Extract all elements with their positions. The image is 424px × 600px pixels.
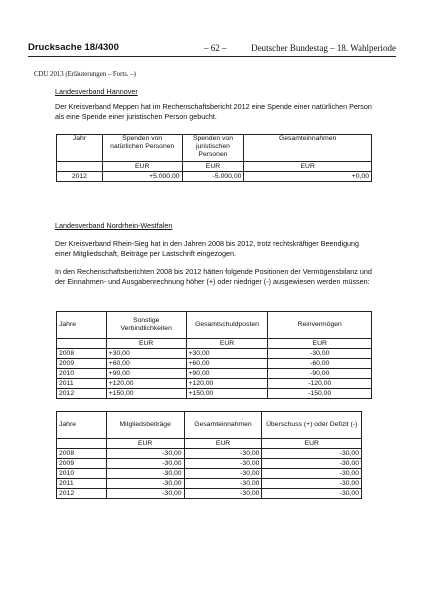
table-row: [57, 449, 362, 459]
hannover-table: [56, 134, 372, 182]
table-cell: 2012: [57, 172, 103, 182]
unit-row: [57, 439, 362, 449]
table-cell: -30,00: [262, 459, 362, 469]
table-cell: +60,00: [186, 359, 268, 369]
table-cell: +5.000,00: [102, 172, 182, 182]
table-cell: +30,00: [186, 349, 268, 359]
unit-cell: EUR: [102, 162, 182, 172]
unit-cell: EUR: [268, 339, 372, 349]
hannover-heading: Landesverband Hannover: [55, 87, 138, 96]
table-cell: -30,00: [106, 459, 184, 469]
table-cell: 2008: [57, 349, 107, 359]
table-header-row: [57, 412, 362, 439]
table-cell: -30,00: [106, 489, 184, 499]
table-cell: +120,00: [186, 379, 268, 389]
table-row: [57, 349, 372, 359]
table-cell: 2009: [57, 459, 107, 469]
unit-cell: EUR: [262, 439, 362, 449]
nrw-text-1: Der Kreisverband Rhein-Sieg hat in den Jahren 2008 bis 2012, trotz rechtskräftiger Beendigung einer Mitgliedschaft, Beiträge per Lastschrift eingezogen.: [55, 239, 360, 258]
table-cell: -5.000,00: [182, 172, 244, 182]
page-number: – 62 –: [204, 43, 227, 53]
table-cell: 2012: [57, 389, 107, 399]
table-cell: -30,00: [184, 459, 262, 469]
unit-cell: EUR: [244, 162, 372, 172]
table-cell: +120,00: [106, 379, 186, 389]
table-cell: +150,00: [106, 389, 186, 399]
unit-row: [57, 339, 372, 349]
table-cell: 2012: [57, 489, 107, 499]
table-cell: -150,00: [268, 389, 372, 399]
table-cell: 2011: [57, 479, 107, 489]
column-header: Jahr: [57, 135, 103, 162]
table-row: [57, 489, 362, 499]
table-cell: [57, 439, 107, 449]
table-row: [57, 369, 372, 379]
column-header: Überschuss (+) oder Defizit (-): [262, 412, 362, 439]
table-cell: -30,00: [262, 489, 362, 499]
table-cell: -60,00: [268, 359, 372, 369]
table-cell: -30,00: [184, 489, 262, 499]
table-cell: +150,00: [186, 389, 268, 399]
table-cell: +30,00: [106, 349, 186, 359]
unit-cell: EUR: [184, 439, 262, 449]
table-cell: -30,00: [184, 449, 262, 459]
table-row: [57, 359, 372, 369]
column-header: Gesamteinnahmen: [184, 412, 262, 439]
table-cell: 2008: [57, 449, 107, 459]
column-header: Gesamteinnahmen: [244, 135, 372, 162]
continuation-note: CDU 2013 (Erläuterungen – Forts. –): [34, 71, 136, 78]
table-cell: [57, 339, 107, 349]
page-header: [28, 42, 396, 56]
header-rule: [28, 56, 396, 57]
table-header-row: [57, 312, 372, 339]
table-cell: 2010: [57, 469, 107, 479]
column-header: Mitgliedsbeiträge: [106, 412, 184, 439]
publisher: Deutscher Bundestag – 18. Wahlperiode: [251, 43, 396, 53]
column-header: Spenden von natürlichen Personen: [102, 135, 182, 162]
table-row: [57, 379, 372, 389]
table-cell: -30,00: [106, 469, 184, 479]
table-cell: 2010: [57, 369, 107, 379]
table-cell: [57, 162, 103, 172]
table-cell: -30,00: [106, 479, 184, 489]
table-cell: -120,00: [268, 379, 372, 389]
column-header: Sonstige Verbindlichkeiten: [106, 312, 186, 339]
table-row: [57, 389, 372, 399]
doc-prefix: Drucksache 18/: [28, 42, 98, 53]
unit-row: [57, 162, 372, 172]
table-row: [57, 172, 372, 182]
table-cell: -30,00: [106, 449, 184, 459]
table-cell: -30,00: [262, 469, 362, 479]
column-header: Spenden von juristischen Personen: [182, 135, 244, 162]
table-cell: +90,00: [106, 369, 186, 379]
table-cell: -30,00: [262, 449, 362, 459]
table-cell: +90,00: [186, 369, 268, 379]
table-row: [57, 479, 362, 489]
nrw-heading: Landesverband Nordrhein-Westfalen: [55, 221, 173, 230]
table-row: [57, 459, 362, 469]
unit-cell: EUR: [106, 439, 184, 449]
table-cell: 2011: [57, 379, 107, 389]
nrw-table-2: [56, 411, 362, 499]
table-cell: -30,00: [184, 469, 262, 479]
unit-cell: EUR: [186, 339, 268, 349]
table-cell: +0,00: [244, 172, 372, 182]
column-header: Gesamtschuldposten: [186, 312, 268, 339]
table-cell: 2009: [57, 359, 107, 369]
column-header: Reinvermögen: [268, 312, 372, 339]
table-cell: +60,00: [106, 359, 186, 369]
unit-cell: EUR: [182, 162, 244, 172]
table-cell: -30,00: [184, 479, 262, 489]
doc-number: 4300: [97, 42, 119, 53]
table-cell: -90,00: [268, 369, 372, 379]
table-header-row: [57, 135, 372, 162]
nrw-text-2: In den Rechenschaftsberichten 2008 bis 2012 hätten folgende Positionen der Vermögensbilanz und der Einnahmen- und Ausgabenrechnung höher (+) oder niedriger (-) ausgewiesen werden müssen:: [55, 267, 372, 286]
hannover-text: Der Kreisverband Meppen hat im Rechenschaftsbericht 2012 eine Spende einer natürlichen Person als eine Spende einer juristischen Person gebucht.: [55, 102, 372, 121]
column-header: Jahre: [57, 412, 107, 439]
column-header: Jahre: [57, 312, 107, 339]
nrw-table-1: [56, 311, 372, 399]
table-cell: -30,00: [262, 479, 362, 489]
table-row: [57, 469, 362, 479]
unit-cell: EUR: [106, 339, 186, 349]
table-cell: -30,00: [268, 349, 372, 359]
document-id: [28, 42, 119, 53]
